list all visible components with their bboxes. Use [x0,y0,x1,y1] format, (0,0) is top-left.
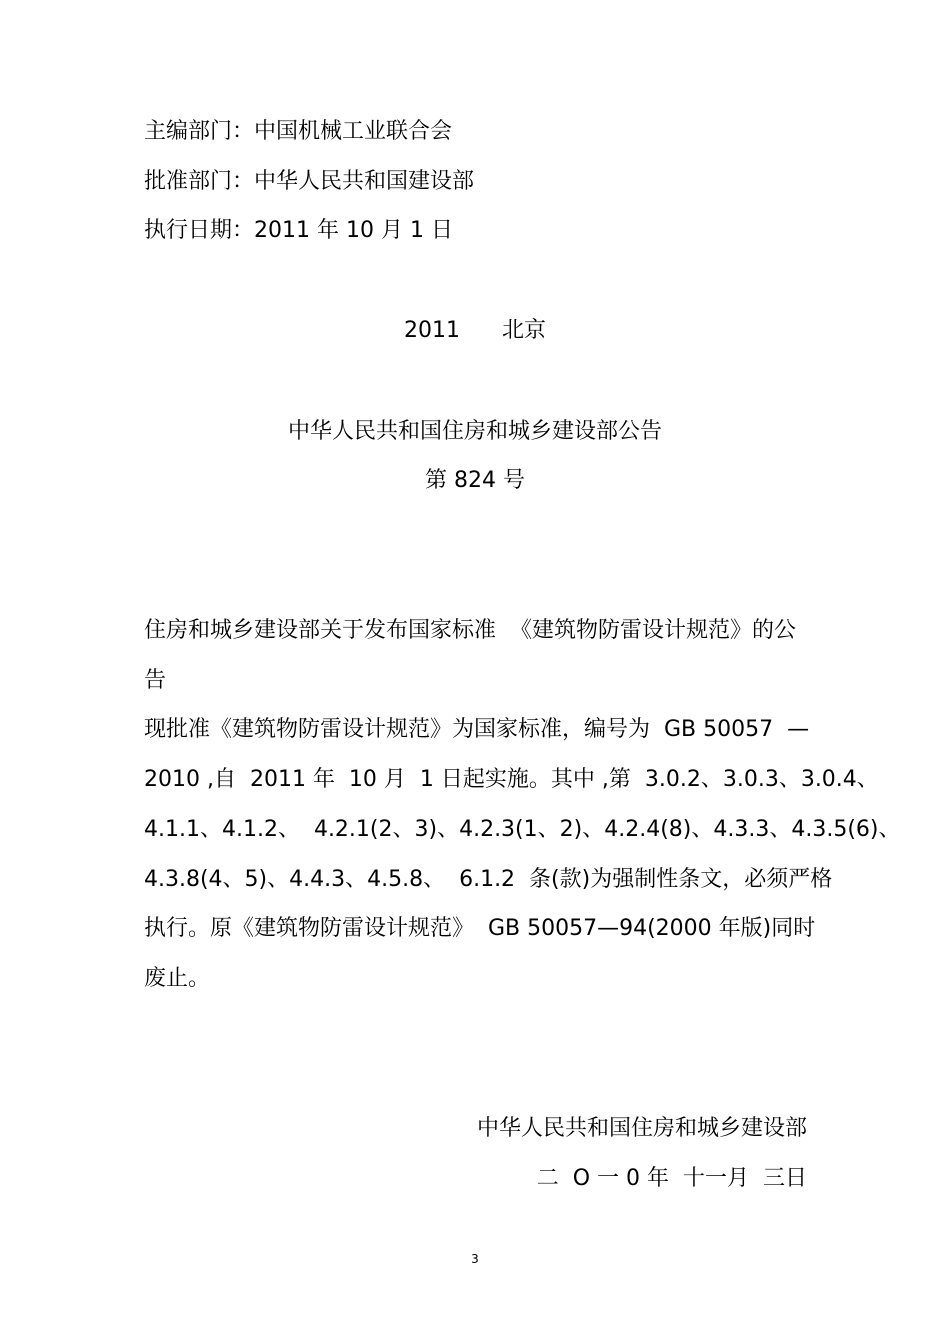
body-line: 废止。 [144,966,211,991]
body-line: 4.1.1、4.1.2、 4.2.1(2、3)、4.2.3(1、2)、4.2.4(8)、4.3.3、4.3.5(6)、 [144,817,901,842]
editor-department: 主编部门：中国机械工业联合会 [144,119,453,144]
effective-date: 执行日期：2011 年 10 月 1 日 [144,218,453,243]
announcement-title: 中华人民共和国住房和城乡建设部公告 [287,419,662,444]
body-line: 现批准《建筑物防雷设计规范》为国家标准，编号为 GB 50057 — [144,717,810,742]
body-line: 告 [144,668,167,693]
body-line: 4.3.8(4、5)、4.4.3、4.5.8、 6.1.2 条(款)为强制性条文，必须严格 [144,867,833,892]
page-number: 3 [471,1252,479,1266]
approval-department: 批准部门：中华人民共和国建设部 [144,169,475,194]
announcement-number: 第 824 号 [425,468,525,493]
issuer-signature: 中华人民共和国住房和城乡建设部 [476,1116,807,1141]
body-line: 执行。原《建筑物防雷设计规范》 GB 50057—94(2000 年版)同时 [144,916,816,941]
body-line: 住房和城乡建设部关于发布国家标准 《建筑物防雷设计规范》的公 [144,618,796,643]
publication-year-place: 2011 北京 [404,318,546,343]
issue-date: 二 O 一 0 年 十一月 三日 [536,1166,807,1191]
body-line: 2010 ,自 2011 年 10 月 1 日起实施。其中 ,第 3.0.2、3.0.3、3.0.4、 [144,767,879,792]
